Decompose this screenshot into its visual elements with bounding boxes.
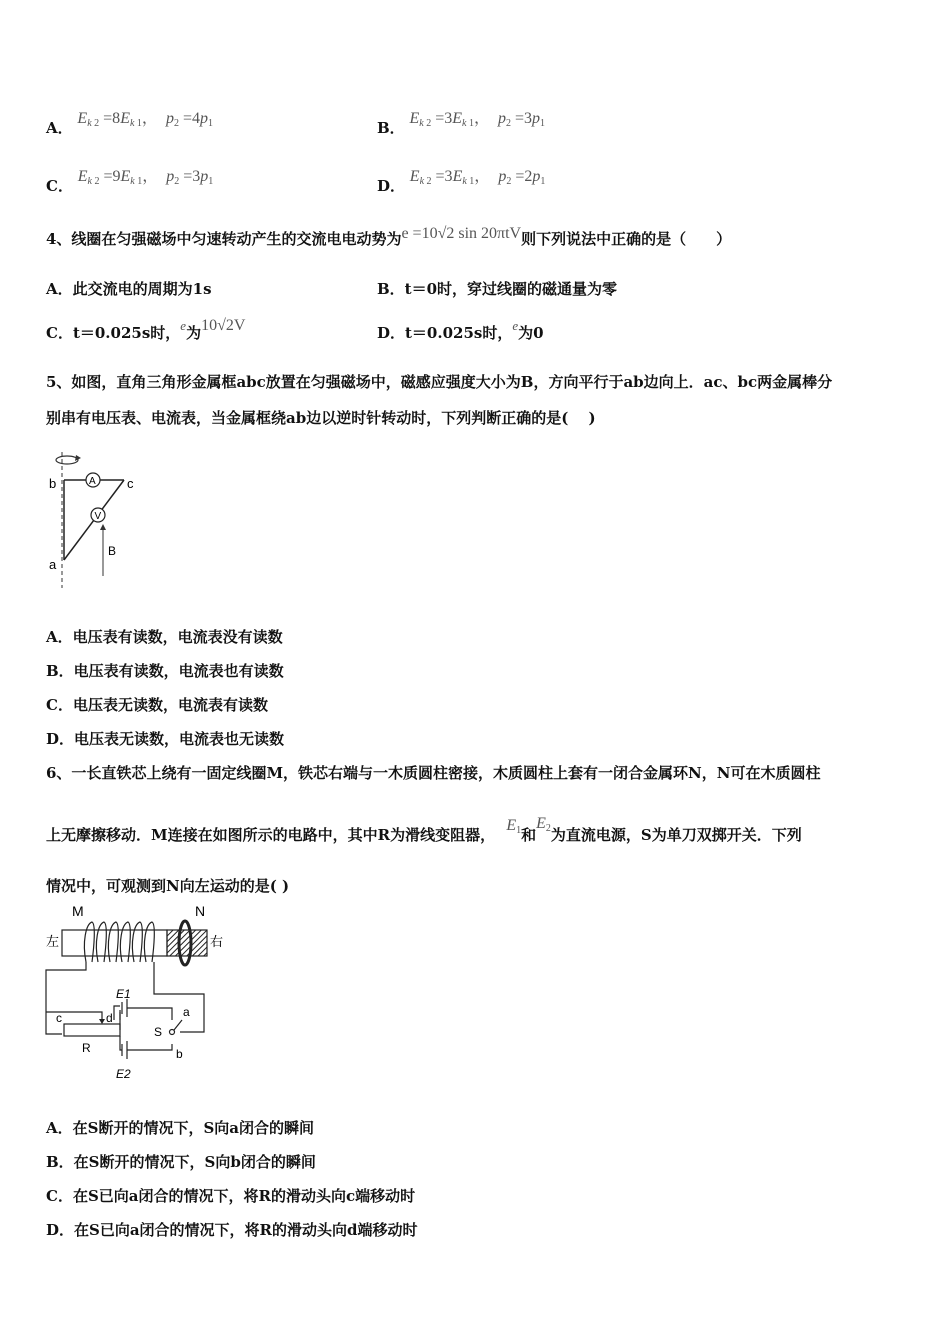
q5-option-b: B．电压表有读数，电流表也有读数	[46, 662, 284, 680]
vertex-c-label: c	[127, 476, 134, 491]
q4-formula: e =10√2 sin 20πtV	[401, 225, 522, 242]
field-label: B	[108, 544, 117, 558]
e2-symbol: $E_2$	[536, 815, 551, 834]
arrowhead-icon	[99, 1019, 105, 1024]
vertex-a-label: a	[49, 557, 57, 572]
q3-option-d	[377, 163, 546, 195]
q4-option-d	[377, 318, 544, 345]
formula: $E_{k 2} =8E_{k 1}$， $p_2 =4p_1$	[77, 110, 213, 129]
q6-option-b: B．在S断开的情况下，S向b闭合的瞬间	[46, 1153, 316, 1171]
emf-symbol: e	[512, 318, 519, 333]
option-text: 为	[186, 324, 202, 342]
q3-option-a	[46, 105, 213, 137]
stem-text: 和	[521, 826, 537, 844]
q6-stem-line1: 6、一长直铁芯上绕有一固定线圈M，铁芯右端与一木质圆柱密接，木质圆柱上套有一闭合金属环N，N可在木质圆柱	[46, 764, 821, 782]
value: 10√2V	[201, 317, 246, 334]
q6-figure	[42, 902, 242, 1084]
formula: $E_{k 2} =3E_{k 1}$， $p_2 =3p_1$	[409, 110, 546, 129]
q6-option-d: D．在S已向a闭合的情况下，将R的滑动头向d端移动时	[46, 1221, 418, 1239]
option-text: 为0	[518, 324, 544, 342]
switch-s	[174, 1020, 182, 1030]
q6-option-a: A．在S断开的情况下，S向a闭合的瞬间	[46, 1119, 315, 1137]
option-text: D．t＝0.025s时，	[377, 324, 513, 342]
right-label: 右	[210, 934, 224, 949]
option-text: C．t＝0.025s时，	[46, 324, 181, 342]
q4-stem-text: 4、线圈在匀强磁场中匀速转动产生的交流电电动势为	[46, 230, 402, 248]
switch-pivot	[170, 1030, 175, 1035]
option-letter: B．	[377, 119, 405, 137]
ammeter-label: A	[89, 476, 96, 487]
vertex-b-label: b	[49, 476, 57, 491]
voltmeter-label: V	[94, 511, 102, 522]
q4-option-b: B．t＝0时，穿过线圈的磁通量为零	[377, 280, 618, 298]
contact-a-label: a	[183, 1005, 190, 1019]
q6-option-c: C．在S已向a闭合的情况下，将R的滑动头向c端移动时	[46, 1187, 416, 1205]
q4-stem	[46, 225, 732, 251]
q4-stem-tail: 则下列说法中正确的是（ ）	[521, 230, 732, 248]
q5-option-a: A．电压表有读数，电流表没有读数	[46, 628, 283, 646]
wire	[154, 962, 204, 1032]
rheostat-r	[64, 1024, 120, 1036]
contact-b-label: b	[176, 1047, 183, 1061]
rheostat-slider	[46, 1012, 102, 1022]
q6-stem-line3: 情况中，可观测到N向左运动的是( )	[46, 877, 290, 895]
coil-m-label: M	[72, 903, 84, 919]
iron-core	[62, 930, 167, 956]
e1-symbol: $E_1$	[506, 817, 522, 836]
option-letter: A．	[46, 119, 73, 137]
q5-option-d: D．电压表无读数，电流表也无读数	[46, 730, 285, 748]
e2-label: E2	[116, 1067, 131, 1081]
terminal-c-label: c	[56, 1011, 62, 1025]
e1-label: E1	[116, 987, 131, 1001]
emf-symbol: e	[180, 318, 187, 333]
q5-option-c: C．电压表无读数，电流表有读数	[46, 696, 268, 714]
wire	[127, 1008, 172, 1020]
arrowhead-icon	[100, 524, 106, 530]
q4-option-a: A．此交流电的周期为1s	[46, 280, 212, 298]
stem-text: 为直流电源，S为单刀双掷开关．下列	[550, 826, 802, 844]
q3-option-c	[46, 163, 214, 195]
q6-stem-line2	[46, 815, 802, 852]
stem-text: 上无摩擦移动．M连接在如图所示的电路中，其中R为滑线变阻器，	[46, 826, 496, 844]
wire	[127, 1044, 172, 1050]
option-letter: C．	[46, 177, 73, 195]
rheostat-label: R	[82, 1041, 91, 1055]
switch-label: S	[154, 1025, 163, 1039]
wire	[114, 1006, 120, 1020]
rotation-arrow-icon	[56, 456, 78, 464]
wire	[46, 962, 86, 1034]
q5-stem-line2: 别串有电压表、电流表，当金属框绕ab边以逆时针转动时，下列判断正确的是( )	[46, 409, 596, 427]
ring-n-label: N	[195, 903, 206, 919]
left-label: 左	[46, 934, 60, 949]
q3-option-b	[377, 105, 546, 137]
terminal-d-label: d	[106, 1011, 113, 1025]
wooden-cylinder	[167, 930, 207, 956]
formula: $E_{k 2} =3E_{k 1}$， $p_2 =2p_1$	[409, 168, 546, 187]
option-letter: D．	[377, 177, 406, 195]
q5-figure	[40, 448, 160, 588]
q5-stem-line1: 5、如图，直角三角形金属框abc放置在匀强磁场中，磁感应强度大小为B，方向平行于ab边向上．ac、bc两金属棒分	[46, 373, 833, 391]
q4-option-c	[46, 317, 246, 345]
formula: $E_{k 2} =9E_{k 1}$， $p_2 =3p_1$	[77, 168, 214, 187]
